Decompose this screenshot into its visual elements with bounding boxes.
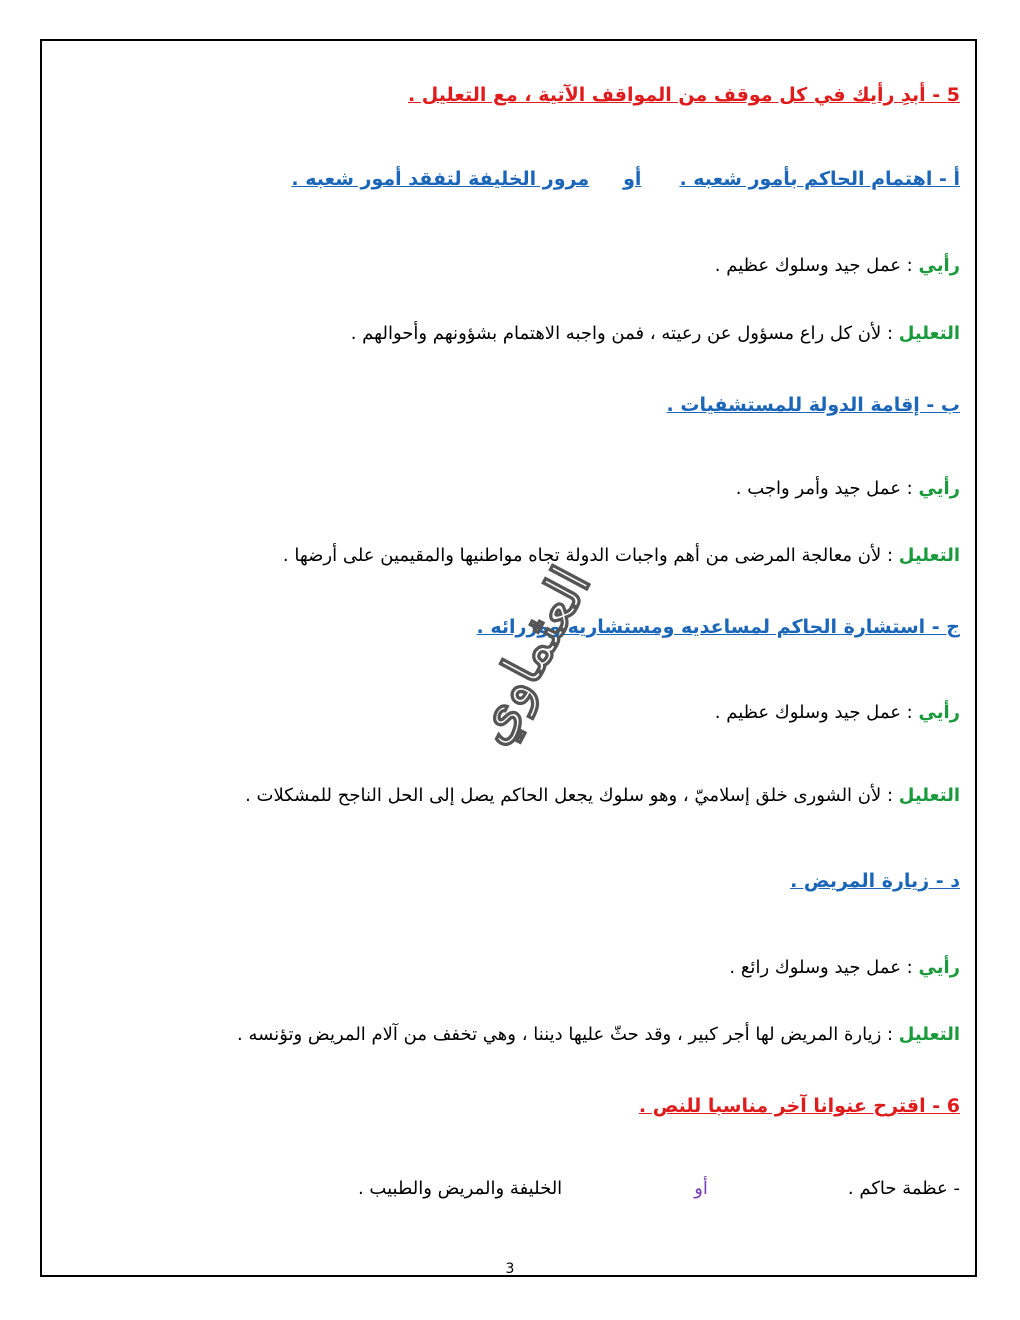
opinion-text: : عمل جيد وأمر واجب . [735, 478, 913, 499]
item-d-title: د - زيارة المريض . [790, 870, 960, 892]
q6-or: أو [694, 1178, 708, 1199]
item-d-opinion [729, 957, 960, 978]
page-border [40, 39, 977, 1277]
reason-text: : لأن الشورى خلق إسلاميّ ، وهو سلوك يجعل الحاكم يصل إلى الحل الناجح للمشكلات . [245, 785, 894, 806]
q6-answers [358, 1178, 960, 1199]
reason-text: : لأن معالجة المرضى من أهم واجبات الدولة تجاه مواطنيها والمقيمين على أرضها . [282, 545, 894, 566]
item-a-title [291, 168, 960, 190]
q5-heading: 5 - أبدِ رأيك في كل موقف من المواقف الآتية ، مع التعليل . [407, 84, 960, 106]
item-a-or: أو [623, 168, 642, 190]
q6-heading: 6 - اقترح عنوانا آخر مناسبا للنص . [638, 1095, 960, 1117]
item-c-title: ج - استشارة الحاكم لمساعديه ومستشاريه ووزرائه . [476, 616, 960, 638]
opinion-label: رأيي [918, 957, 960, 978]
opinion-text: : عمل جيد وسلوك رائع . [729, 957, 913, 978]
opinion-text: : عمل جيد وسلوك عظيم . [714, 702, 913, 723]
opinion-label: رأيي [918, 478, 960, 499]
reason-label: التعليل [898, 785, 960, 806]
reason-text: : زيارة المريض لها أجر كبير ، وقد حثّ عليها ديننا ، وهي تخفف من آلام المريض وتؤنسه . [237, 1024, 894, 1045]
item-b-reason [283, 545, 960, 566]
q6-answer-a: - عظمة حاكم . [847, 1178, 960, 1199]
watermark-signature: العثماوي [457, 556, 603, 754]
opinion-text: : عمل جيد وسلوك عظيم . [714, 255, 913, 276]
item-a-title-b: مرور الخليفة لتفقد أمور شعبه . [291, 168, 590, 190]
reason-label: التعليل [898, 1024, 960, 1045]
opinion-label: رأيي [918, 702, 960, 723]
item-d-reason [237, 1024, 960, 1045]
opinion-label: رأيي [918, 255, 960, 276]
item-c-reason [245, 785, 960, 806]
reason-label: التعليل [898, 323, 960, 344]
item-a-reason [351, 323, 960, 344]
reason-label: التعليل [898, 545, 960, 566]
q6-answer-b: الخليفة والمريض والطبيب . [357, 1178, 563, 1199]
item-a-opinion [715, 255, 960, 276]
item-a-title-a: أ - اهتمام الحاكم بأمور شعبه . [679, 168, 960, 190]
item-b-title: ب - إقامة الدولة للمستشفيات . [666, 394, 960, 416]
reason-text: : لأن كل راع مسؤول عن رعيته ، فمن واجبه الاهتمام بشؤونهم وأحوالهم . [350, 323, 894, 344]
item-b-opinion [736, 478, 960, 499]
page-number: 3 [505, 1261, 515, 1277]
item-c-opinion [715, 702, 960, 723]
